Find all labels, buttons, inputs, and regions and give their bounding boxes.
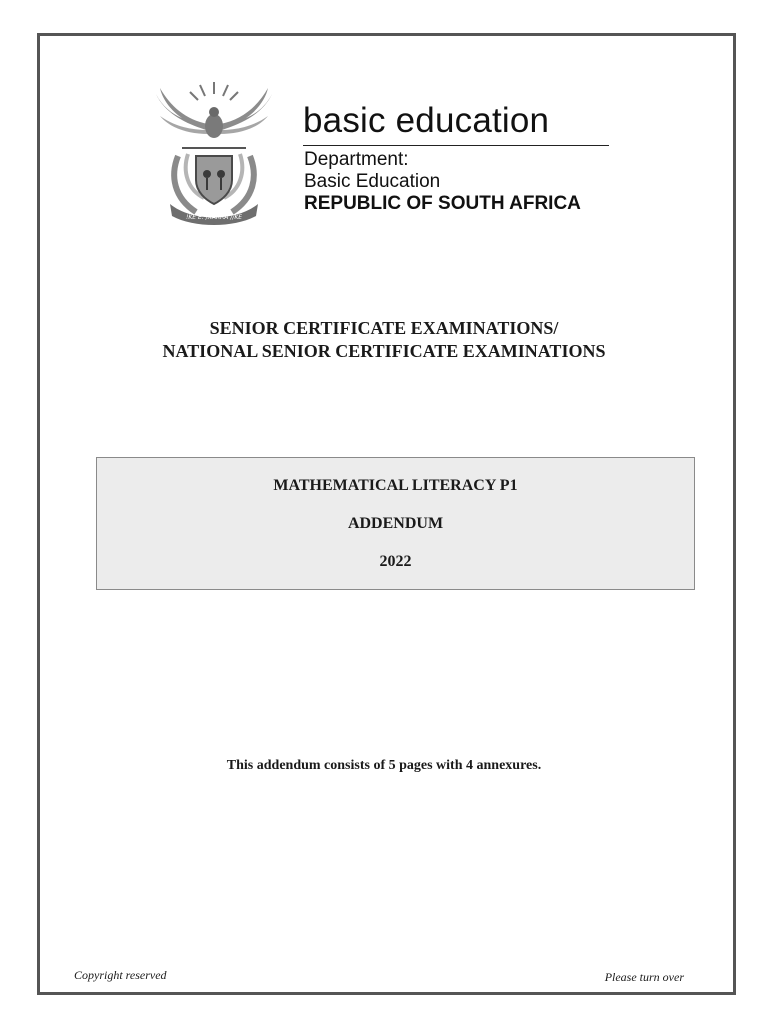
subject-title: MATHEMATICAL LITERACY P1 — [273, 477, 518, 494]
subject-box — [96, 457, 695, 590]
crest-motto: !KE E: /XARRA //KE — [185, 214, 243, 221]
brand-title: basic education — [303, 101, 550, 140]
country-name: REPUBLIC OF SOUTH AFRICA — [304, 193, 581, 214]
page-count-note: This addendum consists of 5 pages with 4 annexures. — [226, 758, 542, 773]
footer-turn-over: Please turn over — [604, 970, 684, 984]
brand-divider — [303, 145, 609, 146]
exam-year: 2022 — [379, 553, 412, 570]
footer-copyright: Copyright reserved — [74, 968, 167, 982]
department-label: Department: — [304, 149, 409, 170]
document-type: ADDENDUM — [347, 515, 444, 532]
exam-heading-line-1: SENIOR CERTIFICATE EXAMINATIONS/ — [209, 318, 559, 338]
coat-of-arms-icon — [152, 76, 276, 226]
department-name: Basic Education — [304, 171, 441, 192]
exam-heading-line-2: NATIONAL SENIOR CERTIFICATE EXAMINATIONS — [162, 341, 606, 361]
